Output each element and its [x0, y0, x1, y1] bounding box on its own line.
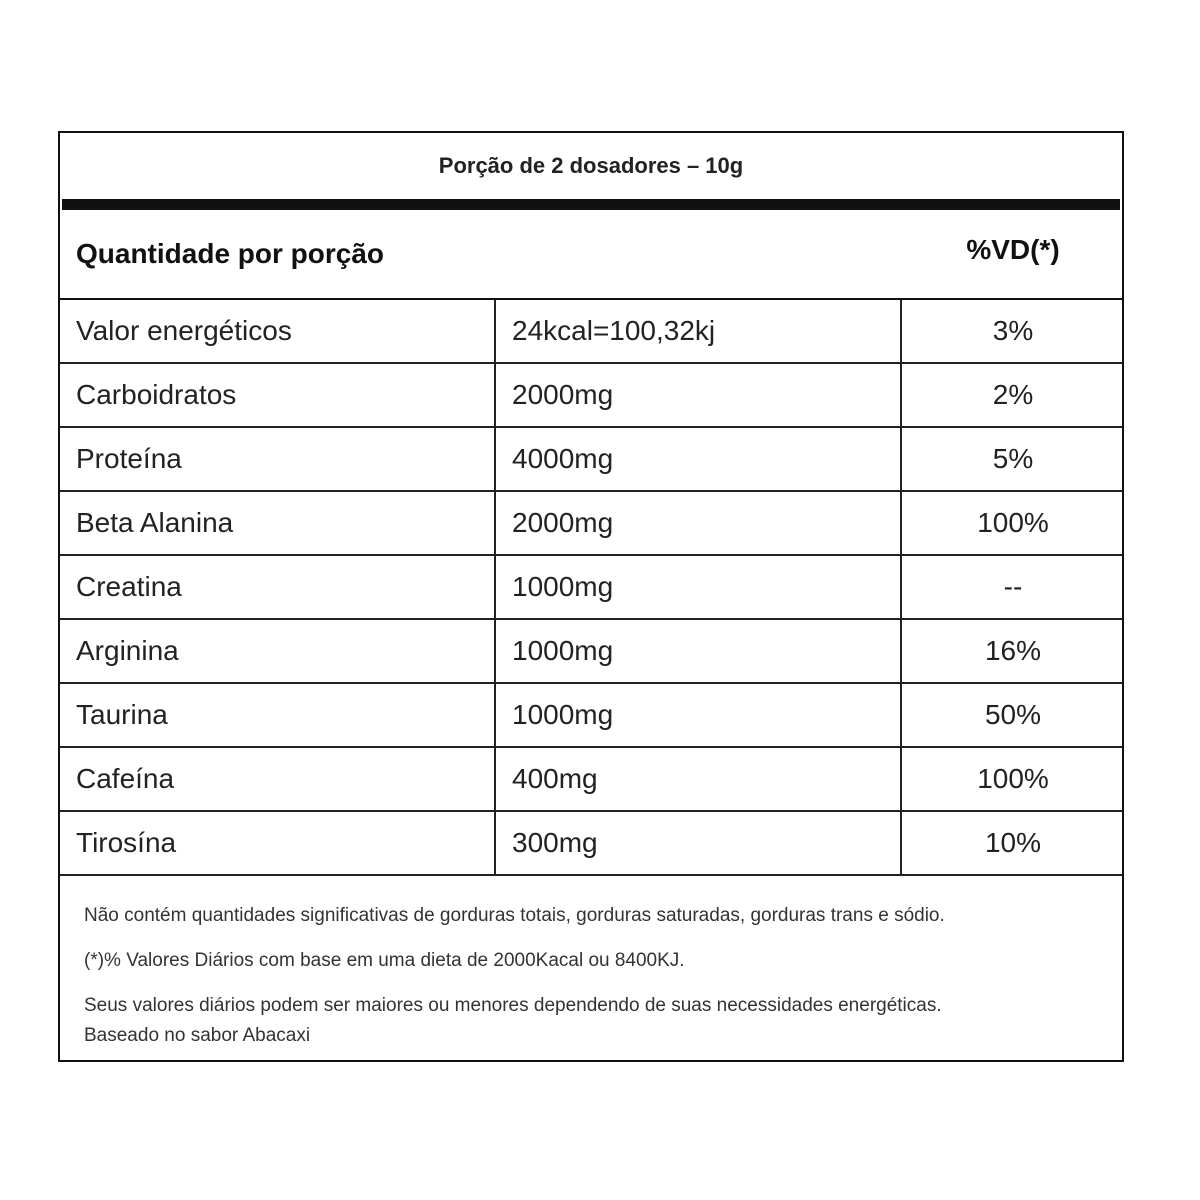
nutrient-name: Valor energéticos: [76, 315, 292, 346]
table-row: [60, 684, 1122, 748]
nutrient-daily-value: 50%: [900, 684, 1124, 746]
nutrient-daily-value: --: [900, 556, 1124, 618]
table-row: [60, 300, 1122, 364]
nutrient-amount: 24kcal=100,32kj: [494, 300, 900, 362]
table-row: [60, 428, 1122, 492]
nutrient-daily-value: 100%: [900, 492, 1124, 554]
nutrient-amount: 1000mg: [494, 556, 900, 618]
table-row: [60, 812, 1122, 876]
nutrient-amount: 400mg: [494, 748, 900, 810]
nutrient-amount: 4000mg: [494, 428, 900, 490]
nutrient-name: Cafeína: [76, 763, 175, 794]
nutrient-amount: 1000mg: [494, 620, 900, 682]
footnote-no-significant: Não contém quantidades significativas de gorduras totais, gorduras saturadas, gorduras trans e sódio.: [84, 905, 945, 926]
nutrient-name: Creatina: [76, 571, 182, 602]
header-quantity-per-portion: Quantidade por porção: [76, 238, 385, 269]
footnote-flavor: Baseado no sabor Abacaxi: [84, 1025, 311, 1046]
footnotes: [84, 901, 1102, 1051]
nutrient-daily-value: 3%: [900, 300, 1124, 362]
nutrient-daily-value: 10%: [900, 812, 1124, 874]
nutrient-name: Tirosína: [76, 827, 177, 858]
nutrient-name: Proteína: [76, 443, 182, 474]
nutrition-facts-table: [58, 131, 1124, 1062]
footnote-daily-values: (*)% Valores Diários com base em uma dieta de 2000Kacal ou 8400KJ.: [84, 950, 685, 971]
nutrient-name: Arginina: [76, 635, 179, 666]
thick-divider: [62, 199, 1120, 210]
nutrient-name: Carboidratos: [76, 379, 237, 410]
table-row: [60, 492, 1122, 556]
nutrient-name: Beta Alanina: [76, 507, 234, 538]
nutrient-amount: 2000mg: [494, 492, 900, 554]
nutrient-name: Taurina: [76, 699, 168, 730]
table-header-row: [60, 210, 1122, 300]
table-row: [60, 748, 1122, 812]
nutrient-daily-value: 5%: [900, 428, 1124, 490]
nutrient-amount: 1000mg: [494, 684, 900, 746]
footnote-may-vary: Seus valores diários podem ser maiores ou menores dependendo de suas necessidades energéticas.: [84, 995, 942, 1016]
nutrient-rows: [60, 300, 1122, 876]
table-row: [60, 556, 1122, 620]
table-row: [60, 364, 1122, 428]
header-daily-value: %VD(*): [966, 234, 1060, 265]
table-row: [60, 620, 1122, 684]
nutrient-daily-value: 2%: [900, 364, 1124, 426]
nutrient-daily-value: 16%: [900, 620, 1124, 682]
portion-size: Porção de 2 dosadores – 10g: [438, 153, 744, 178]
nutrient-amount: 300mg: [494, 812, 900, 874]
nutrient-daily-value: 100%: [900, 748, 1124, 810]
nutrient-amount: 2000mg: [494, 364, 900, 426]
